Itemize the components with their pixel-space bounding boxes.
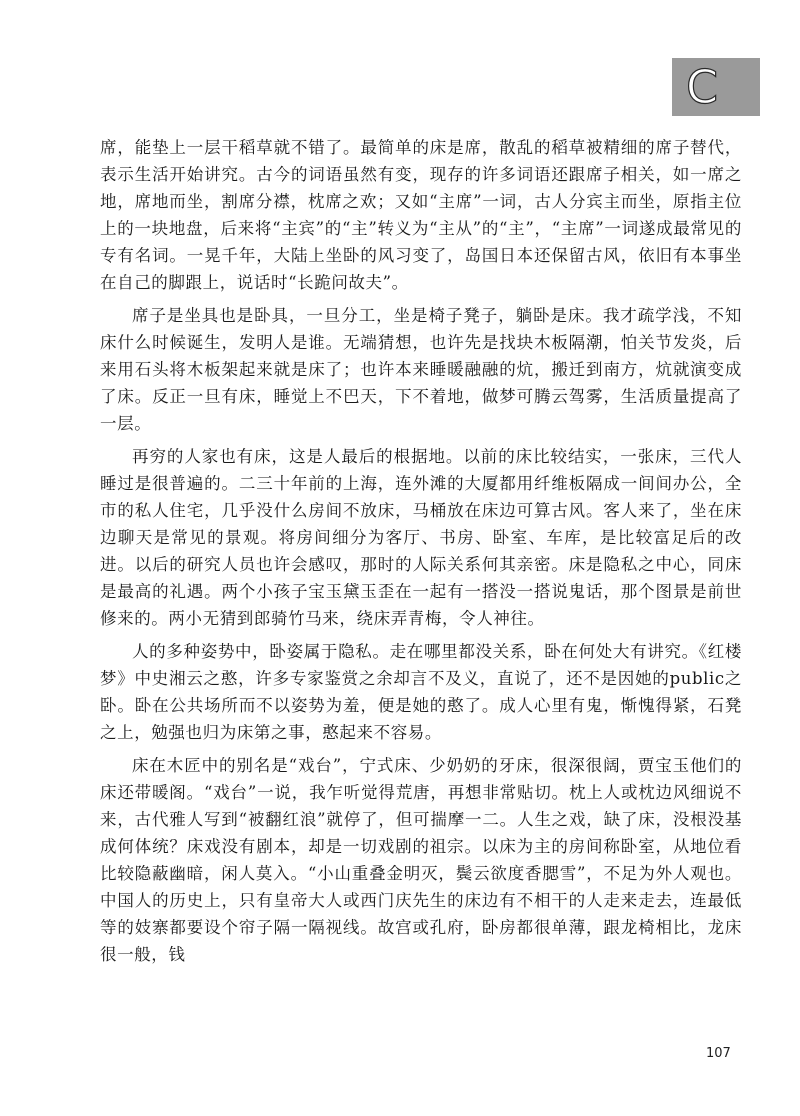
page-number: 107 bbox=[706, 1046, 731, 1061]
paragraph-5: 床在木匠中的别名是“戏台”，宁式床、少奶奶的牙床，很深很阔，贾宝玉他们的床还带暖阁。“戏台”一说，我乍听觉得荒唐，再想非常贴切。枕上人或枕边风细说不来，古代雅人写到“被翻红浪”就停了，但可揣摩一二。人生之戏，缺了床，没根没基成何体统？床戏没有剧本，却是一切戏剧的祖宗。以床为主的房间称卧室，从地位看比较隐蔽幽暗，闲人莫入。“小山重叠金明灭，鬓云欲度香腮雪”，不足为外人观也。中国人的历史上，只有皇帝大人或西门庆先生的床边有不相干的人走来走去，连最低等的妓寨都要设个帘子隔一隔视线。故宫或孔府，卧房都很单薄，跟龙椅相比，龙床很一般，钱 bbox=[100, 756, 742, 964]
chapter-tab bbox=[672, 58, 760, 116]
paragraph-2: 席子是坐具也是卧具，一旦分工，坐是椅子凳子，躺卧是床。我才疏学浅，不知床什么时候诞生，发明人是谁。无端猜想，也许先是找块木板隔潮，怕关节发炎，后来用石头将木板架起来就是床了；也许本来睡暖融融的炕，搬迁到南方，炕就演变成了床。反正一旦有床，睡觉上不巴天，下不着地，做梦可腾云驾雾，生活质量提高了一层。 bbox=[100, 306, 742, 433]
paragraph-1: 席，能垫上一层干稻草就不错了。最简单的床是席，散乱的稻草被精细的席子替代，表示生活开始讲究。古今的词语虽然有变，现存的许多词语还跟席子相关，如一席之地，席地而坐，割席分襟，枕席之欢；又如“主席”一词，古人分宾主而坐，原指主位上的一块地盘，后来将“主宾”的“主”转义为“主从”的“主”，“主席”一词遂成最常见的专有名词。一晃千年，大陆上坐卧的风习变了，岛国日本还保留古风，依旧有本事坐在自己的脚跟上，说话时“长跪问故夫”。 bbox=[100, 138, 742, 292]
chapter-letter: C bbox=[686, 60, 719, 114]
body-text bbox=[100, 134, 742, 974]
paragraph-4: 人的多种姿势中，卧姿属于隐私。走在哪里都没关系，卧在何处大有讲究。《红楼梦》中史湘云之憨，许多专家鉴赏之余却言不及义，直说了，还不是因她的public之卧。卧在公共场所而不以姿势为羞，便是她的憨了。成人心里有鬼，惭愧得紧，石凳之上，勉强也归为床第之事，憨起来不容易。 bbox=[100, 642, 742, 742]
paragraph-3: 再穷的人家也有床，这是人最后的根据地。以前的床比较结实，一张床，三代人睡过是很普遍的。二三十年前的上海，连外滩的大厦都用纤维板隔成一间间办公，全市的私人住宅，几乎没什么房间不放床，马桶放在床边可算古风。客人来了，坐在床边聊天是常见的景观。将房间细分为客厅、书房、卧室、车库，是比较富足后的改进。以后的研究人员也许会感叹，那时的人际关系何其亲密。床是隐私之中心，同床是最高的礼遇。两个小孩子宝玉黛玉歪在一起有一搭没一搭说鬼话，那个图景是前世修来的。两小无猜到郎骑竹马来，绕床弄青梅，令人神往。 bbox=[100, 447, 742, 628]
